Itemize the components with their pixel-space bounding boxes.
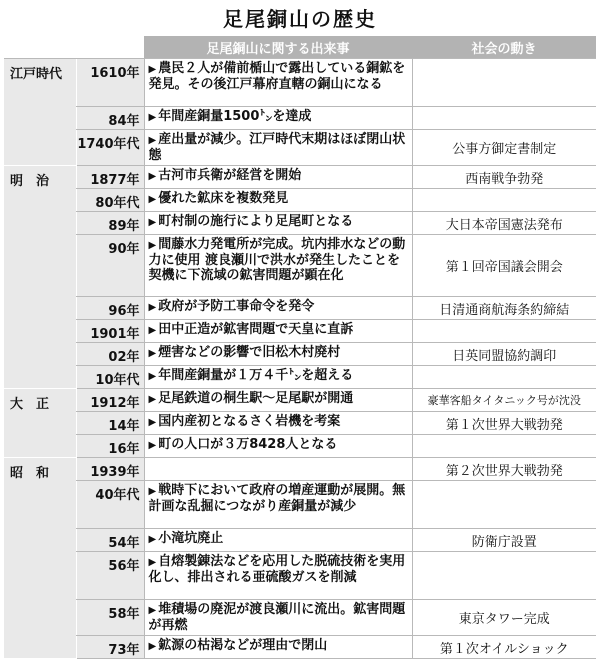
- society-cell: [412, 59, 596, 107]
- society-cell: [412, 189, 596, 212]
- triangle-icon: ▶: [148, 217, 157, 228]
- triangle-icon: ▶: [148, 534, 157, 545]
- event-cell: [144, 212, 412, 235]
- society-cell: 第１回帝国議会開会: [412, 235, 596, 297]
- event-text: 堆積場の廃泥が渡良瀬川に流出。鉱害問題が再燃: [148, 602, 406, 633]
- society-cell: 大日本帝国憲法発布: [412, 212, 596, 235]
- year-cell: 1610年: [76, 59, 144, 107]
- year-cell: 54年: [76, 529, 144, 552]
- table-row: [4, 636, 596, 659]
- triangle-icon: ▶: [148, 440, 157, 451]
- header-events: 足尾銅山に関する出来事: [144, 36, 412, 59]
- society-cell: [412, 435, 596, 458]
- event-text: 農民２人が備前楯山で露出している銅鉱を発見。その後江戸幕府直轄の銅山になる: [148, 61, 406, 92]
- table-row: [4, 389, 596, 412]
- table-row: [4, 529, 596, 552]
- society-cell: 東京タワー完成: [412, 600, 596, 636]
- event-text: 鉱源の枯渇などが理由で閉山: [158, 638, 328, 653]
- triangle-icon: ▶: [148, 641, 157, 652]
- event-cell: [144, 59, 412, 107]
- header-row: [4, 36, 596, 59]
- year-cell: 1939年: [76, 458, 144, 481]
- event-text: 優れた鉱床を複数発見: [158, 191, 289, 206]
- table-row: [4, 235, 596, 297]
- table-row: [4, 458, 596, 481]
- year-cell: 40年代: [76, 481, 144, 529]
- triangle-icon: ▶: [148, 194, 157, 205]
- history-table: [4, 36, 596, 659]
- page-title: 足尾銅山の歴史: [223, 7, 377, 31]
- table-row: [4, 343, 596, 366]
- society-cell: 第１次世界大戦勃発: [412, 412, 596, 435]
- triangle-icon: ▶: [148, 371, 157, 382]
- event-cell: [144, 435, 412, 458]
- event-cell: [144, 320, 412, 343]
- era-label: 大 正: [4, 389, 76, 458]
- table-row: [4, 107, 596, 130]
- event-cell: [144, 529, 412, 552]
- event-cell: [144, 481, 412, 529]
- triangle-icon: ▶: [148, 394, 157, 405]
- year-cell: 10年代: [76, 366, 144, 389]
- society-cell: 第２次世界大戦勃発: [412, 458, 596, 481]
- triangle-icon: ▶: [148, 486, 157, 497]
- event-text: 小滝坑廃止: [158, 531, 224, 546]
- triangle-icon: ▶: [148, 348, 157, 359]
- header-society: 社会の動き: [412, 36, 596, 59]
- year-cell: 02年: [76, 343, 144, 366]
- event-text: 戦時下において政府の増産運動が展開。無計画な乱掘につながり産銅量が減少: [148, 483, 406, 514]
- table-row: [4, 435, 596, 458]
- year-cell: 1912年: [76, 389, 144, 412]
- society-cell: [412, 107, 596, 130]
- triangle-icon: ▶: [148, 325, 157, 336]
- event-cell: [144, 107, 412, 130]
- year-cell: 80年代: [76, 189, 144, 212]
- triangle-icon: ▶: [148, 135, 157, 146]
- event-text: 年間産銅量が１万４千㌧を超える: [158, 368, 354, 383]
- table-row: [4, 600, 596, 636]
- event-text: 町村制の施行により足尾町となる: [158, 214, 354, 229]
- event-cell: [144, 297, 412, 320]
- event-text: 国内産初となるさく岩機を考案: [158, 414, 341, 429]
- year-cell: 56年: [76, 552, 144, 600]
- event-text: 古河市兵衛が経営を開始: [158, 168, 302, 183]
- year-cell: 89年: [76, 212, 144, 235]
- table-row: [4, 412, 596, 435]
- society-cell: 日清通商航海条約締結: [412, 297, 596, 320]
- triangle-icon: ▶: [148, 302, 157, 313]
- year-cell: 14年: [76, 412, 144, 435]
- event-cell: [144, 189, 412, 212]
- year-cell: 84年: [76, 107, 144, 130]
- table-row: [4, 481, 596, 529]
- event-cell: [144, 636, 412, 659]
- event-text: 産出量が減少。江戸時代末期はほぼ閉山状態: [148, 132, 406, 163]
- era-label: 昭 和: [4, 458, 76, 659]
- table-row: [4, 59, 596, 107]
- table-row: [4, 366, 596, 389]
- society-cell: [412, 481, 596, 529]
- event-cell: [144, 552, 412, 600]
- header-blank: [4, 36, 76, 59]
- table-row: [4, 212, 596, 235]
- triangle-icon: ▶: [148, 605, 157, 616]
- event-text: 自熔製錬法などを応用した脱硫技術を実用化し、排出される亜硫酸ガスを削減: [148, 554, 406, 585]
- event-cell: [144, 366, 412, 389]
- triangle-icon: ▶: [148, 64, 157, 75]
- society-cell: [412, 320, 596, 343]
- table-row: [4, 552, 596, 600]
- society-cell: 公事方御定書制定: [412, 130, 596, 166]
- event-text: 間藤水力発電所が完成。坑内排水などの動力に使用 渡良瀬川で洪水が発生したことを契機に下流域の鉱害問題が顕在化: [148, 237, 406, 283]
- society-cell: [412, 366, 596, 389]
- header-blank: [76, 36, 144, 59]
- event-text: 町の人口が３万8428人となる: [158, 437, 338, 452]
- year-cell: 1901年: [76, 320, 144, 343]
- triangle-icon: ▶: [148, 171, 157, 182]
- society-cell: 第１次オイルショック: [412, 636, 596, 659]
- table-row: [4, 320, 596, 343]
- event-cell: [144, 166, 412, 189]
- event-cell: [144, 130, 412, 166]
- event-cell: [144, 389, 412, 412]
- society-cell: [412, 552, 596, 600]
- year-cell: 58年: [76, 600, 144, 636]
- table-row: [4, 166, 596, 189]
- society-cell: 防衛庁設置: [412, 529, 596, 552]
- year-cell: 1877年: [76, 166, 144, 189]
- triangle-icon: ▶: [148, 557, 157, 568]
- table-row: [4, 130, 596, 166]
- triangle-icon: ▶: [148, 240, 157, 251]
- year-cell: 96年: [76, 297, 144, 320]
- year-cell: 90年: [76, 235, 144, 297]
- society-cell: 日英同盟協約調印: [412, 343, 596, 366]
- era-label: 明 治: [4, 166, 76, 389]
- table-row: [4, 189, 596, 212]
- event-text: 田中正造が鉱害問題で天皇に直訴: [158, 322, 354, 337]
- event-cell: [144, 343, 412, 366]
- event-text: 政府が予防工事命令を発令: [158, 299, 315, 314]
- triangle-icon: ▶: [148, 417, 157, 428]
- society-cell: 豪華客船タイタニック号が沈没: [412, 389, 596, 412]
- event-cell: [144, 600, 412, 636]
- year-cell: 16年: [76, 435, 144, 458]
- event-cell: [144, 235, 412, 297]
- event-cell: [144, 412, 412, 435]
- triangle-icon: ▶: [148, 112, 157, 123]
- year-cell: 73年: [76, 636, 144, 659]
- table-row: [4, 297, 596, 320]
- event-text: 年間産銅量1500㌧を達成: [158, 109, 312, 124]
- year-cell: 1740年代: [76, 130, 144, 166]
- society-cell: 西南戦争勃発: [412, 166, 596, 189]
- era-label: 江戸時代: [4, 59, 76, 166]
- event-text: 煙害などの影響で旧松木村廃村: [158, 345, 341, 360]
- event-text: 足尾鉄道の桐生駅～足尾駅が開通: [158, 391, 354, 406]
- event-cell: [144, 458, 412, 481]
